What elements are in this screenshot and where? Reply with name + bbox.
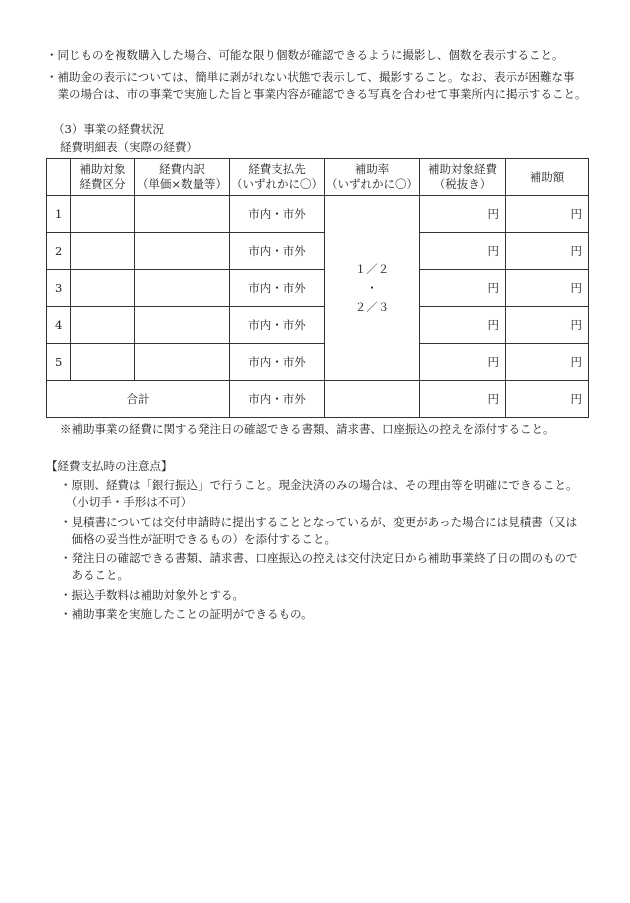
- subsidy-amount-cell[interactable]: 円: [506, 307, 589, 344]
- subsidy-amount-cell[interactable]: 円: [506, 196, 589, 233]
- table-row: [47, 270, 589, 307]
- note-1-line-1: ・原則、経費は「銀行振込」で行うこと。現金決済のみの場合は、その理由等を明確にできること。: [60, 478, 578, 492]
- category-cell[interactable]: [71, 233, 135, 270]
- payee-cell[interactable]: 市内・市外: [230, 196, 325, 233]
- table-row: [47, 196, 589, 233]
- header-category: 補助対象 経費区分: [71, 159, 135, 196]
- expense-table: [46, 158, 589, 418]
- breakdown-cell[interactable]: [135, 270, 230, 307]
- header-rate: 補助率 （いずれかに〇）: [325, 159, 420, 196]
- note-2-line-1: ・見積書については交付申請時に提出することとなっているが、変更があった場合には見積書（又は: [60, 515, 578, 529]
- note-2-line-2: 価格の妥当性が証明できるもの）を添付すること。: [60, 532, 336, 546]
- note-4: ・振込手数料は補助対象外とする。: [60, 588, 244, 602]
- intro-bullet-2-line-1: ・補助金の表示については、簡単に剥がれない状態で表示して、撮影すること。なお、表示が困難な事: [46, 70, 575, 84]
- breakdown-cell[interactable]: [135, 307, 230, 344]
- payee-cell[interactable]: 市内・市外: [230, 233, 325, 270]
- total-eligible-cost-cell[interactable]: 円: [420, 381, 506, 418]
- total-label: 合計: [47, 381, 230, 418]
- payee-cell[interactable]: 市内・市外: [230, 270, 325, 307]
- rate-option-two-thirds: ２／３: [354, 299, 390, 314]
- note-1-line-2: （小切手・手形は不可）: [60, 495, 193, 509]
- total-subsidy-amount-cell[interactable]: 円: [506, 381, 589, 418]
- breakdown-cell[interactable]: [135, 344, 230, 381]
- payee-cell[interactable]: 市内・市外: [230, 344, 325, 381]
- header-payee: 経費支払先 （いずれかに〇）: [230, 159, 325, 196]
- header-eligible-cost: 補助対象経費 （税抜き）: [420, 159, 506, 196]
- total-rate-cell: [325, 381, 420, 418]
- intro-bullet-1: ・同じものを複数購入した場合、可能な限り個数が確認できるように撮影し、個数を表示すること。: [46, 48, 564, 62]
- breakdown-cell[interactable]: [135, 196, 230, 233]
- subsidy-amount-cell[interactable]: 円: [506, 270, 589, 307]
- category-cell[interactable]: [71, 196, 135, 233]
- table-caption: 経費明細表（実際の経費）: [60, 140, 198, 154]
- section-heading: （3）事業の経費状況: [53, 122, 164, 136]
- breakdown-cell[interactable]: [135, 233, 230, 270]
- total-payee-cell[interactable]: 市内・市外: [230, 381, 325, 418]
- eligible-cost-cell[interactable]: 円: [420, 307, 506, 344]
- note-5: ・補助事業を実施したことの証明ができるもの。: [60, 607, 313, 621]
- category-cell[interactable]: [71, 344, 135, 381]
- header-subsidy-amount: 補助額: [506, 159, 589, 196]
- row-number: 5: [47, 344, 71, 381]
- eligible-cost-cell[interactable]: 円: [420, 196, 506, 233]
- intro-bullet-2-line-2: 業の場合は、市の事業で実施した旨と事業内容が確認できる写真を合わせて事業所内に掲示すること。: [46, 87, 587, 101]
- row-number: 1: [47, 196, 71, 233]
- notes-heading: 【経費支払時の注意点】: [46, 459, 173, 473]
- subsidy-amount-cell[interactable]: 円: [506, 344, 589, 381]
- note-3-line-2: あること。: [60, 568, 129, 582]
- table-row: [47, 344, 589, 381]
- header-breakdown: 経費内訳 （単価×数量等）: [135, 159, 230, 196]
- table-note: ※補助事業の経費に関する発注日の確認できる書類、請求書、口座振込の控えを添付すること。: [60, 422, 555, 436]
- rate-option-half: １／２: [354, 261, 390, 276]
- eligible-cost-cell[interactable]: 円: [420, 270, 506, 307]
- table-row: [47, 307, 589, 344]
- category-cell[interactable]: [71, 307, 135, 344]
- table-row: [47, 233, 589, 270]
- row-number: 2: [47, 233, 71, 270]
- category-cell[interactable]: [71, 270, 135, 307]
- table-header-row: [47, 159, 589, 196]
- row-number: 4: [47, 307, 71, 344]
- eligible-cost-cell[interactable]: 円: [420, 233, 506, 270]
- subsidy-amount-cell[interactable]: 円: [506, 233, 589, 270]
- note-3-line-1: ・発注日の確認できる書類、請求書、口座振込の控えは交付決定日から補助事業終了日の間のもので: [60, 551, 578, 565]
- row-number: 3: [47, 270, 71, 307]
- eligible-cost-cell[interactable]: 円: [420, 344, 506, 381]
- table-total-row: [47, 381, 589, 418]
- rate-separator: ・: [366, 280, 378, 295]
- header-no: [47, 159, 71, 196]
- payee-cell[interactable]: 市内・市外: [230, 307, 325, 344]
- rate-cell[interactable]: [325, 196, 420, 381]
